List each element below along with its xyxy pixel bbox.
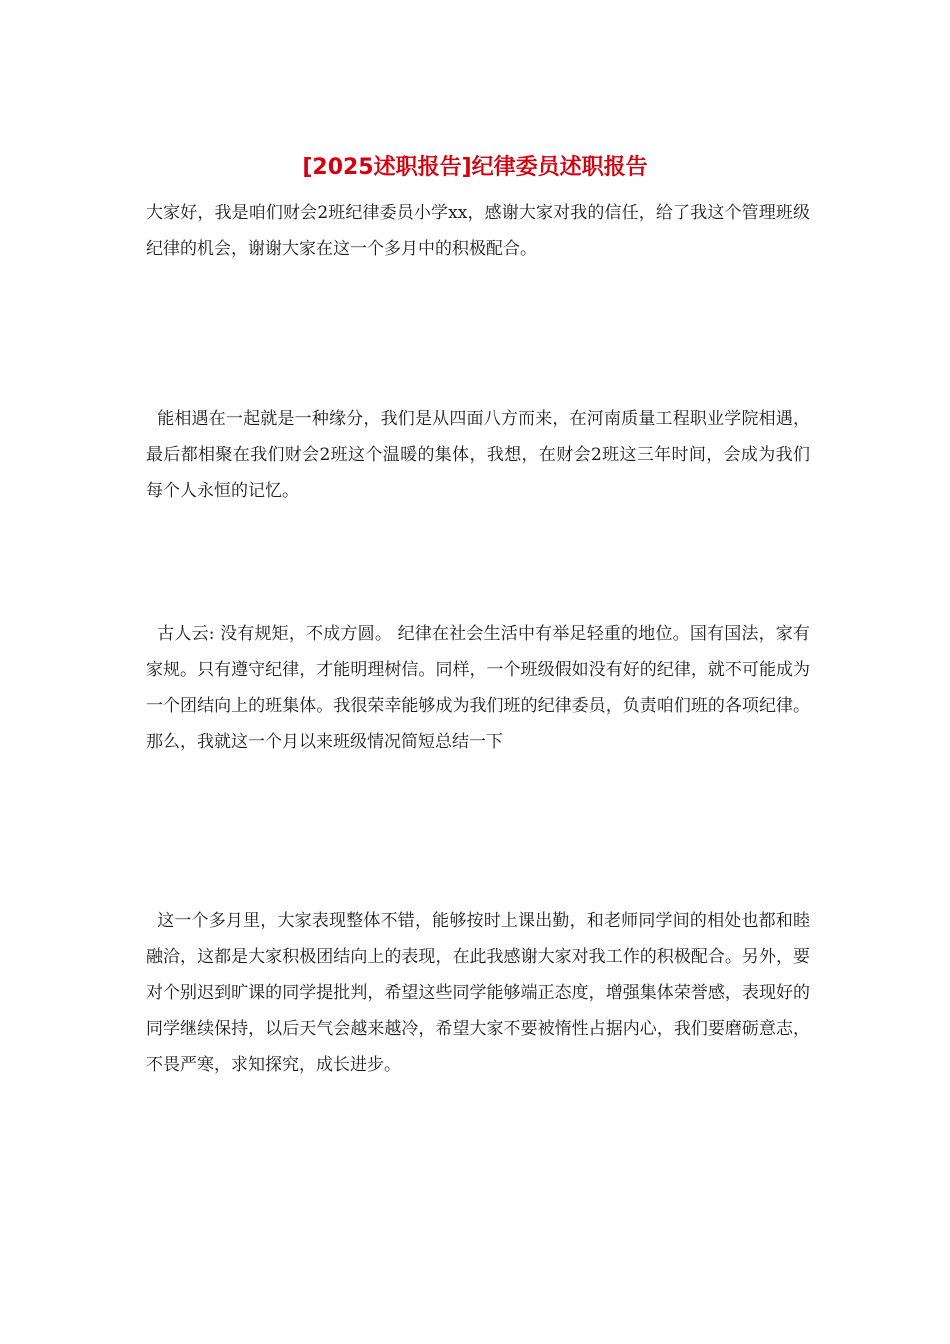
paragraph-fate: 能相遇在一起就是一种缘分，我们是从四面八方而来，在河南质量工程职业学院相遇，最后都相聚在我们财会2班这个温暖的集体，我想，在财会2班这三年时间，会成为我们每个人永恒的记忆。 xyxy=(146,409,811,501)
paragraph-greeting: 大家好，我是咱们财会2班纪律委员小学xx，感谢大家对我的信任，给了我这个管理班级纪律的机会，谢谢大家在这一个多月中的积极配合。 xyxy=(146,203,810,259)
document-title: [2025述职报告]纪律委员述职报告 xyxy=(302,155,648,180)
paragraph-summary: 这一个多月里，大家表现整体不错，能够按时上课出勤，和老师同学间的相处也都和睦融洽，这都是大家积极团结向上的表现，在此我感谢大家对我工作的积极配合。另外，要对个别迟到旷课的同学提批判，希望这些同学能够端正态度，增强集体荣誉感，表现好的同学继续保持，以后天气会越来越冷，希望大家不要被惰性占据内心，我们要磨砺意志，不畏严寒，求知探究，成长进步。 xyxy=(146,911,811,1075)
paragraph-discipline: 古人云: 没有规矩，不成方圆。 纪律在社会生活中有举足轻重的地位。国有国法，家有家规。只有遵守纪律，才能明理树信。同样，一个班级假如没有好的纪律，就不可能成为一个团结向上的班集体。我很荣幸能够成为我们班的纪律委员，负责咱们班的各项纪律。那么，我就这一个月以来班级情况简短总结一下 xyxy=(146,624,810,752)
